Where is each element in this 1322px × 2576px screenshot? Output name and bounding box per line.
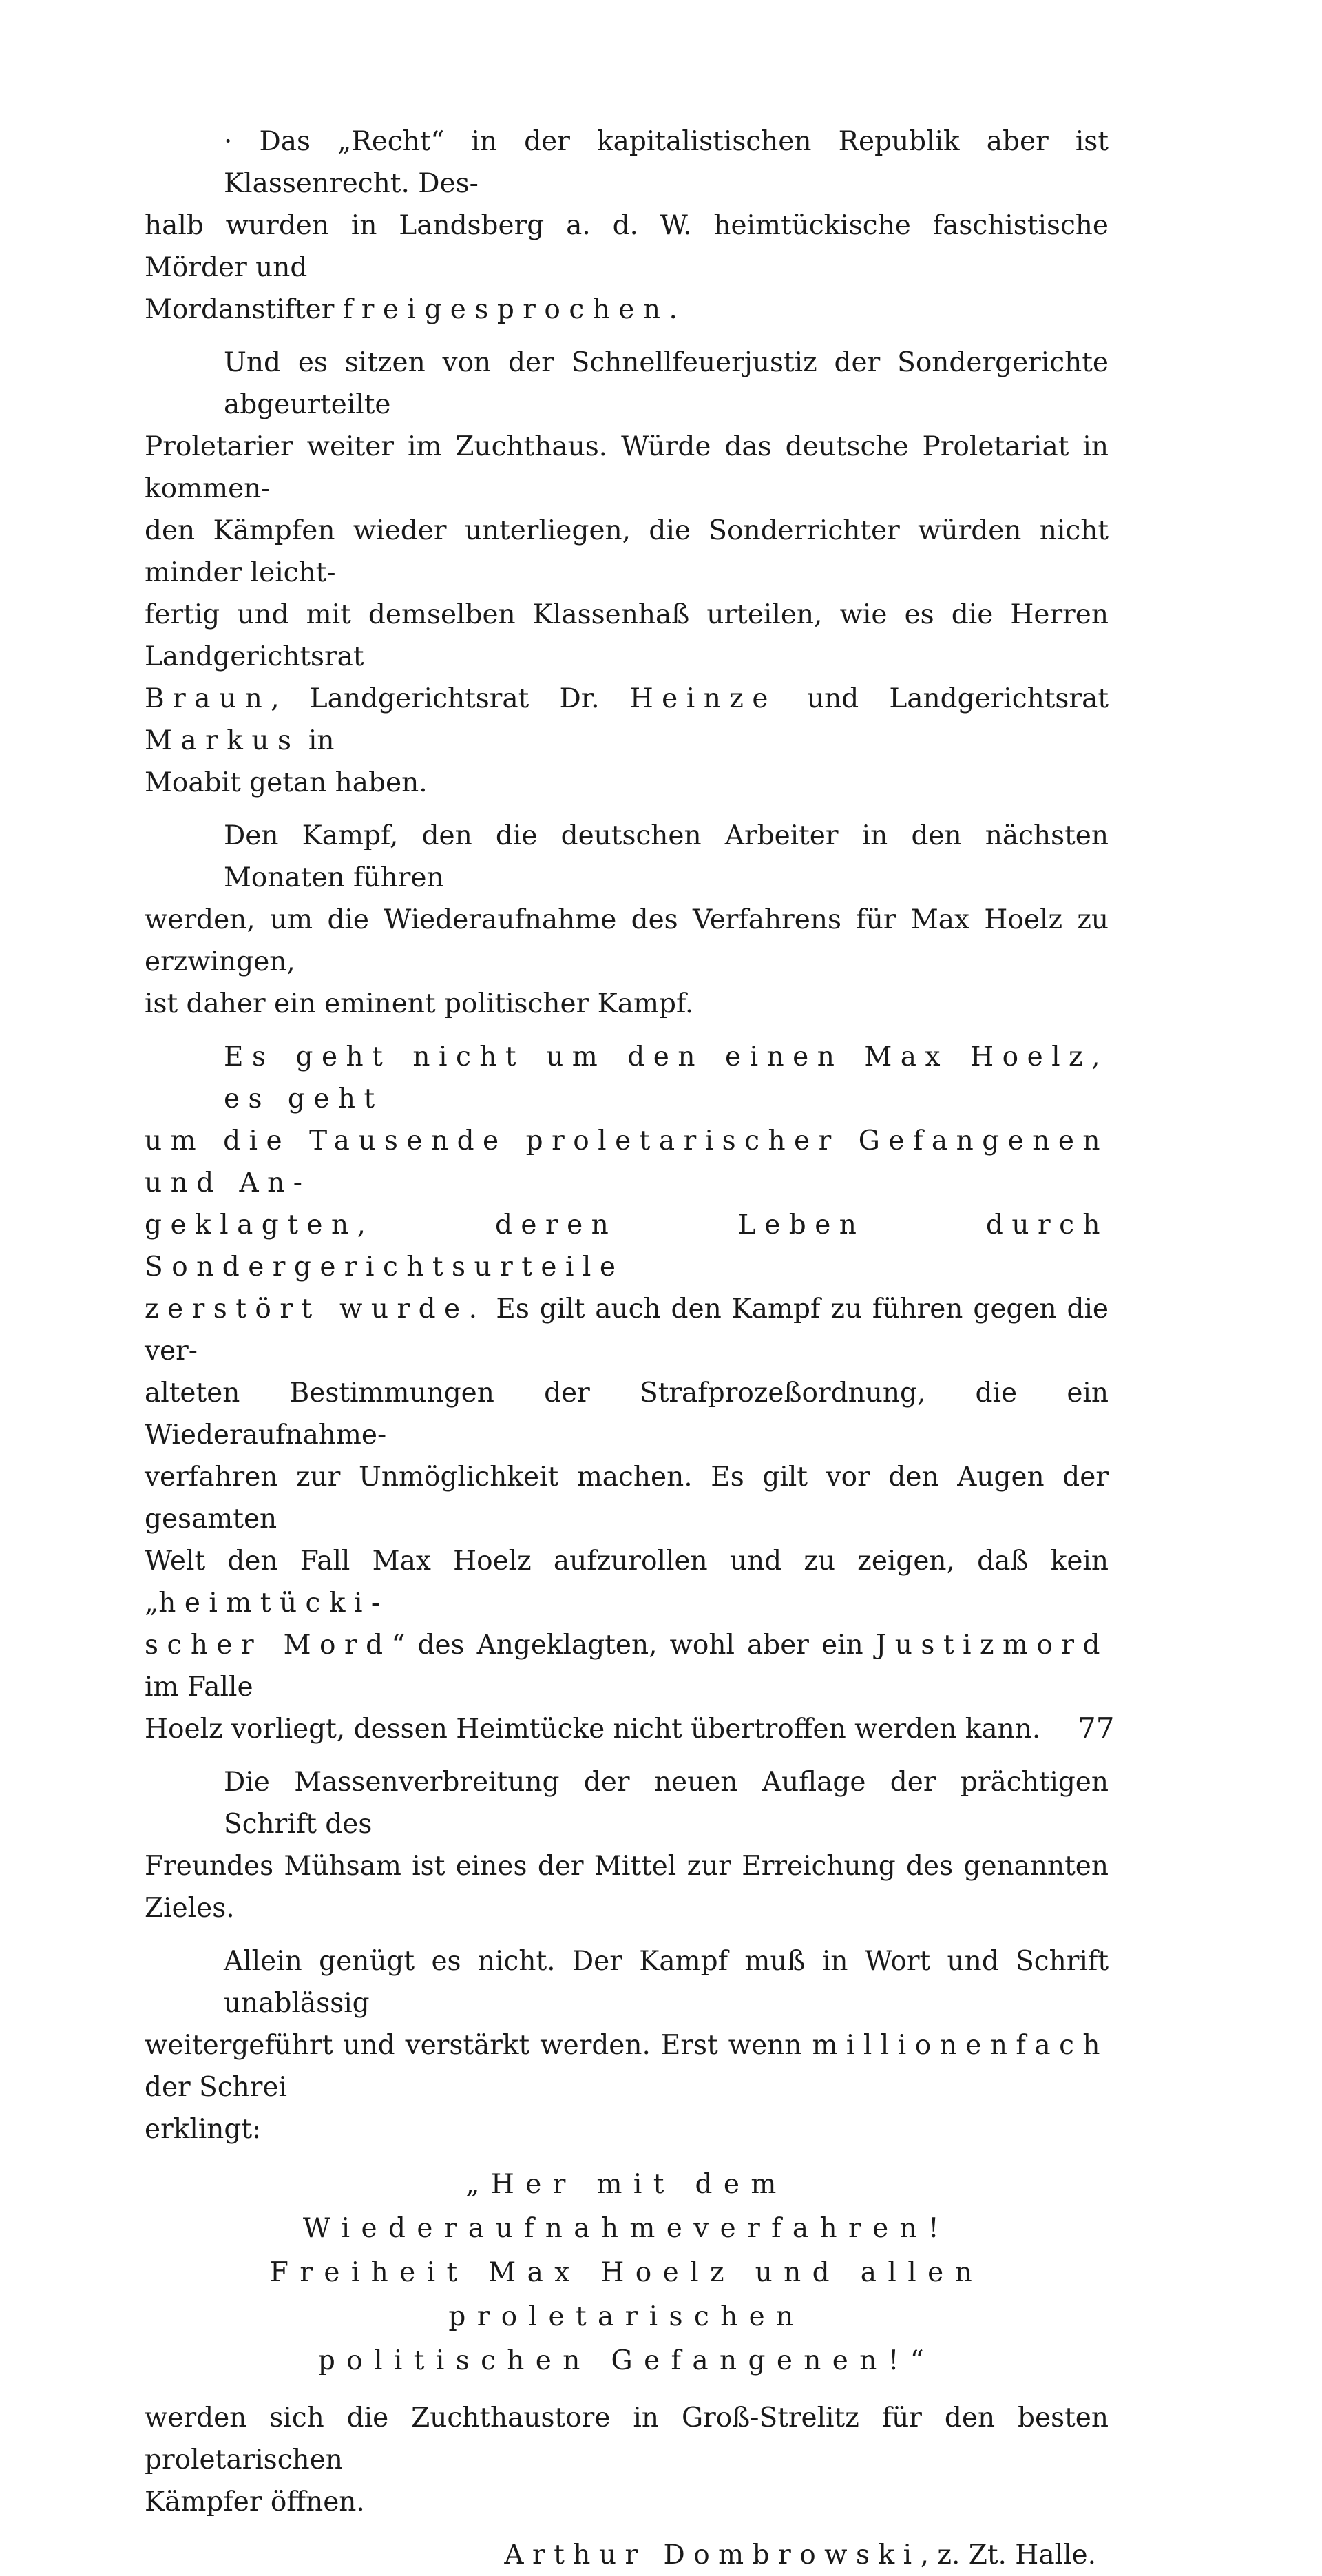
text-fragment: Es gilt auch den Kampf zu führen gegen die ver- <box>145 1294 1109 1367</box>
text-line: Hoelz vorliegt, dessen Heimtücke nicht übertroffen werden kann. <box>145 1714 1041 1745</box>
text-line: Die Massenverbreitung der neuen Auflage der prächtigen Schrift des <box>224 1767 1109 1840</box>
slogan-line: „Her mit dem Wiederaufnahmeverfahren! <box>302 2169 951 2244</box>
text-line: verfahren zur Unmöglichkeit machen. Es gilt vor den Augen der gesamten <box>145 1462 1109 1535</box>
spaced-text: heimtücki- <box>158 1588 389 1619</box>
spaced-line: um die Tausende proletarischer Gefangenen und An- <box>145 1125 1109 1198</box>
text-line: Und es sitzen von der Schnellfeuerjustiz der Sondergerichte abgeurteilte <box>224 347 1109 420</box>
spaced-name: Markus <box>145 725 300 756</box>
text-line: Allein genügt es nicht. Der Kampf muß in Wort und Schrift unablässig <box>224 1946 1109 2019</box>
text-line: erklingt: <box>145 2114 262 2145</box>
text-line: Kämpfer öffnen. <box>145 2486 365 2517</box>
slogan-line: politischen Gefangenen!“ <box>317 2345 936 2376</box>
text-line: werden sich die Zuchthaustore in Groß-Strelitz für den besten proletarischen <box>145 2402 1109 2475</box>
paragraph-6 <box>145 1940 1109 2150</box>
paragraph-3 <box>145 815 1109 1025</box>
text-fragment: und Landgerichtsrat <box>776 683 1109 714</box>
paragraph-4 <box>145 1036 1109 1750</box>
author-location: , z. Zt. Halle. <box>920 2539 1096 2570</box>
closing-paragraph <box>145 2397 1109 2523</box>
text-fragment: in <box>300 725 335 756</box>
text-line: Proletarier weiter im Zuchthaus. Würde das deutsche Proletariat in kommen- <box>145 431 1109 504</box>
text-fragment: im Falle <box>145 1672 253 1703</box>
text-line: werden, um die Wiederaufnahme des Verfahrens für Max Hoelz zu erzwingen, <box>145 904 1109 977</box>
text-line <box>145 678 1109 762</box>
author-name: Arthur Dombrowski <box>504 2539 921 2570</box>
signature <box>145 2534 1109 2576</box>
text-fragment: weitergeführt und verstärkt werden. Erst wenn <box>145 2030 812 2061</box>
spaced-text: scher Mord <box>145 1630 392 1661</box>
spaced-text: millionenfach <box>812 2030 1109 2061</box>
spaced-text: Justizmord <box>875 1630 1109 1661</box>
text-fragment: “ des Angeklagten, wohl aber ein <box>391 1630 876 1661</box>
spaced-name: Heinze <box>629 683 777 714</box>
spaced-text: zerstört wurde. <box>145 1294 486 1325</box>
paragraph-1 <box>145 121 1109 331</box>
spaced-name: Braun <box>145 683 271 714</box>
text-line: halb wurden in Landsberg a. d. W. heimtückische faschistische Mörder und <box>145 210 1109 283</box>
spaced-line: Es geht nicht um den einen Max Hoelz, es geht <box>224 1041 1109 1114</box>
text-line: · Das „Recht“ in der kapitalistischen Republik aber ist Klassenrecht. Des- <box>224 126 1109 199</box>
text-line: Den Kampf, den die deutschen Arbeiter in den nächsten Monaten führen <box>224 820 1109 893</box>
text-line <box>145 1540 1109 1624</box>
text-line <box>145 1624 1109 1708</box>
spaced-text: freigesprochen. <box>342 294 686 325</box>
text-line <box>145 1288 1109 1372</box>
text-line: alteten Bestimmungen der Strafprozeßordnung, die ein Wiederaufnahme- <box>145 1378 1109 1451</box>
text-fragment: der Schrei <box>145 2072 287 2103</box>
spaced-line: geklagten, deren Leben durch Sondergerichtsurteile <box>145 1209 1109 1282</box>
text-line: den Kämpfen wieder unterliegen, die Sonderrichter würden nicht minder leicht- <box>145 515 1109 588</box>
text-line <box>145 2024 1109 2108</box>
text-line: Moabit getan haben. <box>145 767 428 798</box>
page-number: 77 <box>1078 1712 1115 1745</box>
page-body <box>145 121 1109 2576</box>
text-line: fertig und mit demselben Klassenhaß urteilen, wie es die Herren Landgerichtsrat <box>145 599 1109 672</box>
text-fragment: , Landgerichtsrat Dr. <box>271 683 630 714</box>
slogan-line: Freiheit Max Hoelz und allen proletarischen <box>269 2257 984 2332</box>
paragraph-5 <box>145 1761 1109 1929</box>
text-line: Freundes Mühsam ist eines der Mittel zur Erreichung des genannten Zieles. <box>145 1851 1109 1924</box>
slogan-block <box>145 2163 1109 2383</box>
paragraph-2 <box>145 342 1109 804</box>
text-line: ist daher ein eminent politischer Kampf. <box>145 988 694 1019</box>
text-fragment: Welt den Fall Max Hoelz aufzurollen und zu zeigen, daß kein „ <box>145 1546 1109 1619</box>
text-line <box>145 289 1109 331</box>
text-fragment: Mordanstifter <box>145 294 335 325</box>
